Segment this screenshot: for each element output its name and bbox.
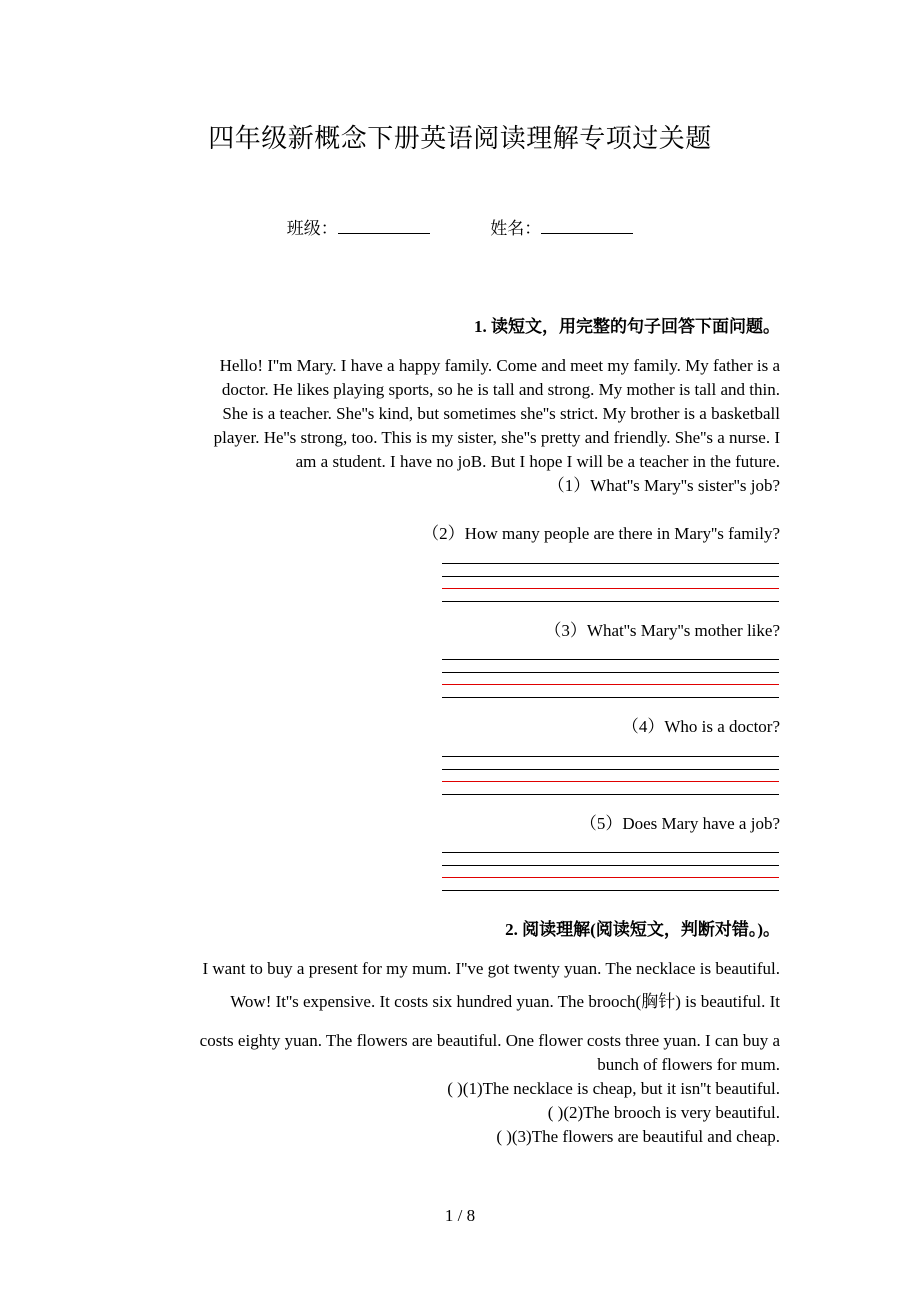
passage-line: I want to buy a present for my mum. I''ve got twenty yuan. The necklace is beautiful. (202, 959, 780, 978)
class-label: 班级： (286, 219, 338, 238)
passage-line: am a student. I have no joB. But I hope I will be a teacher in the future. (295, 452, 780, 471)
section1-heading: 1. 读短文，用完整的句子回答下面问题。 (474, 317, 780, 336)
passage-line: costs eighty yuan. The flowers are beautiful. One flower costs three yuan. I can buy a (199, 1031, 780, 1050)
question-2: （2）How many people are there in Mary''s family? (422, 524, 780, 543)
page-title: 四年级新概念下册英语阅读理解专项过关题 (208, 124, 712, 153)
student-info (0, 214, 920, 239)
passage-line: Hello! I''m Mary. I have a happy family. Come and meet my family. My father is a (219, 356, 780, 375)
name-blank[interactable] (541, 217, 633, 234)
answer-lines-3[interactable] (442, 659, 779, 709)
statement-3: ( )(3)The flowers are beautiful and cheap. (496, 1127, 780, 1146)
statement-2: ( )(2)The brooch is very beautiful. (547, 1103, 780, 1122)
section2-passage (140, 957, 780, 1149)
passage-line: bunch of flowers for mum. (597, 1055, 780, 1074)
statement-1: ( )(1)The necklace is cheap, but it isn''t beautiful. (447, 1079, 780, 1098)
passage-line: doctor. He likes playing sports, so he is tall and strong. My mother is tall and thin. (221, 380, 780, 399)
section1-passage (140, 354, 780, 498)
question-3: （3）What''s Mary''s mother like? (544, 621, 780, 640)
passage-line: She is a teacher. She''s kind, but sometimes she''s strict. My brother is a basketball (222, 404, 780, 423)
passage-line: Wow! It''s expensive. It costs six hundred yuan. The brooch(胸针) is beautiful. It (230, 992, 780, 1011)
passage-line: player. He''s strong, too. This is my sister, she''s pretty and friendly. She''s a nurse. I (213, 428, 780, 447)
answer-lines-5[interactable] (442, 852, 779, 902)
page-number: 1 / 8 (444, 1206, 476, 1225)
class-blank[interactable] (338, 217, 430, 234)
name-label: 姓名： (490, 219, 542, 238)
answer-lines-4[interactable] (442, 756, 779, 806)
question-5: （5）Does Mary have a job? (579, 814, 780, 833)
answer-lines-2[interactable] (442, 563, 779, 613)
question-4: （4）Who is a doctor? (621, 717, 780, 736)
section2-heading: 2. 阅读理解(阅读短文，判断对错。)。 (505, 920, 780, 939)
question-1: （1）What''s Mary''s sister''s job? (547, 476, 780, 495)
